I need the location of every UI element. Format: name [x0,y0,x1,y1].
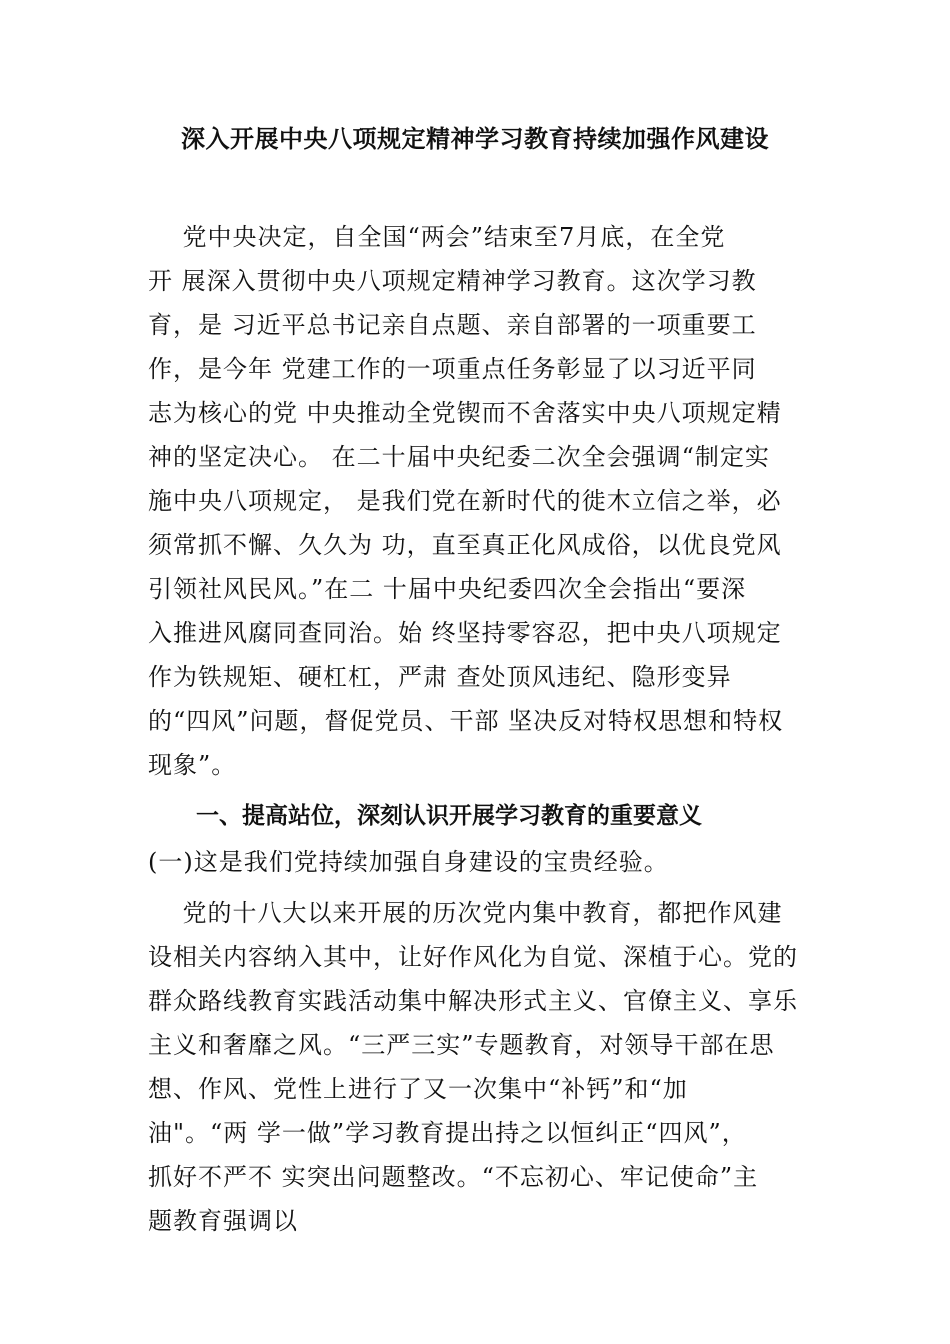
paragraph-line: 设相关内容纳入其中，让好作风化为自觉、深植于心。党的 [148,943,798,971]
paragraph-line: 的“四风”问题，督促党员、干部 坚决反对特权思想和特权 [148,707,784,735]
paragraph-line: 志为核心的党 中央推动全党锲而不舍落实中央八项规定精 [148,399,782,427]
document-title: 深入开展中央八项规定精神学习教育持续加强作风建设 [181,125,769,153]
paragraph-line: 育，是 习近平总书记亲自点题、亲自部署的一项重要工 [148,311,757,339]
paragraph-line: 油"。“两 学一做”学习教育提出持之以恒纠正“四风”， [148,1119,747,1147]
paragraph-line: 党的十八大以来开展的历次党内集中教育，都把作风建 [148,899,783,927]
paragraph-line: 党中央决定，自全国“两会”结束至7月底，在全党 [148,223,726,251]
paragraph-line: 作，是今年 党建工作的一项重点任务彰显了以习近平同 [148,355,757,383]
paragraph-line: 开 展深入贯彻中央八项规定精神学习教育。这次学习教 [148,267,757,295]
paragraph-line: 群众路线教育实践活动集中解决形式主义、官僚主义、享乐 [148,987,798,1015]
paragraph-line: 神的坚定决心。 在二十届中央纪委二次全会强调“制定实 [148,443,770,471]
paragraph-line: 须常抓不懈、久久为 功，直至真正化风成俗，以优良党风 [148,531,782,559]
paragraph-line: 引领社风民风。”在二 十届中央纪委四次全会指出“要深 [148,575,747,603]
subsection-heading: (一)这是我们党持续加强自身建设的宝贵经验。 [148,848,669,876]
paragraph-line: 想、作风、党性上进行了又一次集中“补钙”和“加 [148,1075,688,1103]
paragraph-line: 题教育强调以 [148,1207,298,1235]
paragraph-line: 作为铁规矩、硬杠杠，严肃 查处顶风违纪、隐形变异 [148,663,732,691]
paragraph-line: 施中央八项规定， 是我们党在新时代的徙木立信之举，必 [148,487,782,515]
paragraph-line: 抓好不严不 实突出问题整改。“不忘初心、牢记使命”主 [148,1163,759,1191]
paragraph-line: 现象”。 [148,751,237,779]
paragraph-line: 入推进风腐同查同治。始 终坚持零容忍，把中央八项规定 [148,619,782,647]
section-heading: 一、提高站位，深刻认识开展学习教育的重要意义 [196,803,702,829]
paragraph-line: 主义和奢靡之风。“三严三实”专题教育，对领导干部在思 [148,1031,775,1059]
